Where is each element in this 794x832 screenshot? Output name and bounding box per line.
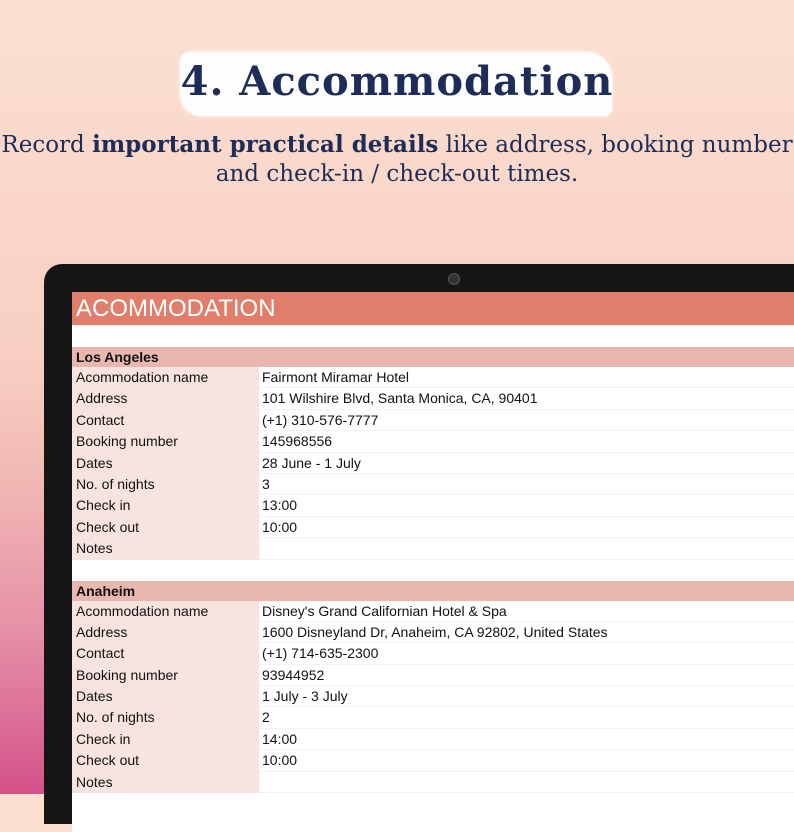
row-value[interactable]: 2 <box>259 707 794 728</box>
table-row[interactable] <box>72 388 794 409</box>
table-row[interactable] <box>72 750 794 771</box>
section-title-los-angeles[interactable]: Los Angeles <box>72 347 794 367</box>
row-label[interactable]: Contact <box>72 410 259 431</box>
row-value[interactable]: 14:00 <box>259 729 794 750</box>
row-label[interactable]: Dates <box>72 686 259 707</box>
table-row[interactable] <box>72 772 794 793</box>
page-title: 4. Accommodation <box>180 58 614 105</box>
row-value[interactable]: 28 June - 1 July <box>259 453 794 474</box>
row-label[interactable]: Contact <box>72 643 259 664</box>
row-value[interactable] <box>259 772 794 793</box>
table-row[interactable] <box>72 495 794 516</box>
page-subtitle <box>0 130 794 189</box>
section-title-anaheim[interactable]: Anaheim <box>72 581 794 601</box>
row-label[interactable]: Check in <box>72 729 259 750</box>
table-row[interactable] <box>72 665 794 686</box>
row-value[interactable] <box>259 538 794 559</box>
row-value[interactable]: Disney's Grand Californian Hotel & Spa <box>259 601 794 622</box>
laptop-frame <box>44 264 794 824</box>
row-value[interactable]: 1 July - 3 July <box>259 686 794 707</box>
table-row[interactable] <box>72 729 794 750</box>
table-row[interactable] <box>72 538 794 559</box>
subtitle-suffix: like address, booking number and check-in / check-out times. <box>215 132 793 187</box>
table-row[interactable] <box>72 686 794 707</box>
table-row[interactable] <box>72 643 794 664</box>
table-row[interactable] <box>72 622 794 643</box>
row-value[interactable]: 10:00 <box>259 517 794 538</box>
table-row[interactable] <box>72 707 794 728</box>
row-value[interactable]: 145968556 <box>259 431 794 452</box>
row-value[interactable]: 93944952 <box>259 665 794 686</box>
table-row[interactable] <box>72 367 794 388</box>
table-row[interactable] <box>72 474 794 495</box>
row-label[interactable]: Check in <box>72 495 259 516</box>
row-value[interactable]: 3 <box>259 474 794 495</box>
row-label[interactable]: Booking number <box>72 665 259 686</box>
row-value[interactable]: 10:00 <box>259 750 794 771</box>
row-label[interactable]: No. of nights <box>72 474 259 495</box>
row-value[interactable]: Fairmont Miramar Hotel <box>259 367 794 388</box>
row-label[interactable]: Address <box>72 388 259 409</box>
row-label[interactable]: Booking number <box>72 431 259 452</box>
spacer-row <box>72 560 794 581</box>
spacer-row <box>72 325 794 347</box>
spreadsheet-screen <box>72 292 794 832</box>
table-row[interactable] <box>72 410 794 431</box>
subtitle-emphasis: important practical details <box>92 131 439 158</box>
webcam-icon <box>448 273 460 285</box>
row-value[interactable]: 101 Wilshire Blvd, Santa Monica, CA, 90401 <box>259 388 794 409</box>
row-label[interactable]: Acommodation name <box>72 367 259 388</box>
row-label[interactable]: Check out <box>72 517 259 538</box>
row-label[interactable]: Notes <box>72 538 259 559</box>
row-value[interactable]: 1600 Disneyland Dr, Anaheim, CA 92802, United States <box>259 622 794 643</box>
table-row[interactable] <box>72 517 794 538</box>
table-row[interactable] <box>72 431 794 452</box>
table-row[interactable] <box>72 601 794 622</box>
row-label[interactable]: Address <box>72 622 259 643</box>
row-value[interactable]: 13:00 <box>259 495 794 516</box>
sheet-header[interactable]: ACOMMODATION <box>72 292 794 325</box>
subtitle-prefix: Record <box>1 132 93 158</box>
row-label[interactable]: Notes <box>72 772 259 793</box>
row-label[interactable]: No. of nights <box>72 707 259 728</box>
row-value[interactable]: (+1) 714-635-2300 <box>259 643 794 664</box>
row-value[interactable]: (+1) 310-576-7777 <box>259 410 794 431</box>
row-label[interactable]: Check out <box>72 750 259 771</box>
row-label[interactable]: Dates <box>72 453 259 474</box>
row-label[interactable]: Acommodation name <box>72 601 259 622</box>
table-row[interactable] <box>72 453 794 474</box>
